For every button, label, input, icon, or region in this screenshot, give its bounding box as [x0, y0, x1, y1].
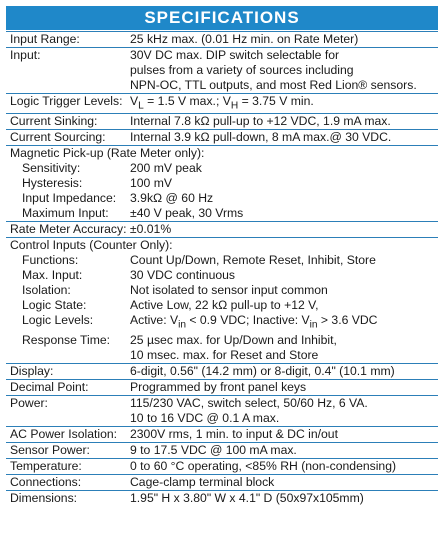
spec-row-current-sinking: [6, 114, 438, 130]
spec-row-response-time: [6, 333, 438, 364]
spec-label: Logic Levels:: [22, 313, 94, 328]
spec-row-hysteresis: [6, 176, 438, 191]
spec-value: 3.9kΩ @ 60 Hz: [130, 191, 214, 206]
spec-row-rate-meter-accuracy: [6, 222, 438, 238]
spec-row-logic-state: [6, 298, 438, 313]
spec-value-line: 115/230 VAC, switch select, 50/60 Hz, 6 VA.: [130, 395, 368, 410]
spec-section-heading: Control Inputs (Counter Only):: [6, 238, 438, 254]
spec-value: 100 mV: [130, 176, 173, 191]
spec-row-dimensions: [6, 490, 438, 506]
spec-label: Functions:: [22, 253, 79, 268]
spec-label: Sensitivity:: [22, 161, 81, 176]
spec-label: Decimal Point:: [6, 379, 128, 395]
spec-label: Display:: [6, 363, 128, 379]
spec-label: Isolation:: [22, 283, 71, 298]
spec-value: 0 to 60 °C operating, <85% RH (non-condensing): [128, 458, 438, 474]
spec-row-logic-trigger: [6, 94, 438, 114]
spec-row-magnetic-pickup-heading: [6, 146, 438, 162]
spec-label: Logic State:: [22, 298, 87, 313]
spec-row-sensor-power: [6, 442, 438, 458]
spec-value: $V_L = 1.5$ V max.; $V_H = 3.75$ V min.: [128, 94, 438, 114]
spec-section-heading: Magnetic Pick-up (Rate Meter only):: [6, 146, 438, 162]
spec-row-control-inputs-heading: [6, 238, 438, 254]
spec-value: 200 mV peak: [130, 161, 202, 176]
spec-value: Not isolated to sensor input common: [130, 283, 328, 298]
spec-row-temperature: [6, 458, 438, 474]
spec-label: Response Time:: [22, 332, 111, 347]
spec-row-functions: [6, 253, 438, 268]
spec-label: Temperature:: [6, 458, 128, 474]
spec-label: AC Power Isolation:: [6, 426, 128, 442]
spec-row-current-sourcing: [6, 130, 438, 146]
spec-value-line: 30V DC max. DIP switch selectable for: [130, 48, 340, 62]
spec-row-connections: [6, 474, 438, 490]
spec-row-display: [6, 363, 438, 379]
spec-value-line: 10 to 16 VDC @ 0.1 A max.: [130, 410, 280, 425]
spec-row-ac-power-isolation: [6, 426, 438, 442]
spec-label: Sensor Power:: [6, 442, 128, 458]
spec-row-sensitivity: [6, 161, 438, 176]
spec-value: ±40 V peak, 30 Vrms: [130, 206, 244, 221]
spec-value: Internal 7.8 kΩ pull-up to +12 VDC, 1.9 mA max.: [128, 114, 438, 130]
spec-label: Input Range:: [6, 32, 128, 48]
spec-row-decimal-point: [6, 379, 438, 395]
spec-label: Maximum Input:: [22, 206, 109, 221]
spec-label: Current Sinking:: [6, 114, 128, 130]
spec-value: Rate Meter Accuracy: ±0.01%: [6, 222, 438, 238]
spec-value: Active: $V_{in} < 0.9$ VDC; Inactive: $V_{in} > 3.6$ VDC: [130, 313, 378, 331]
spec-label: Connections:: [6, 474, 128, 490]
spec-label: Current Sourcing:: [6, 130, 128, 146]
spec-value: Internal 3.9 kΩ pull-down, 8 mA max.@ 30 VDC.: [128, 130, 438, 146]
spec-label: Hysteresis:: [22, 176, 83, 191]
spec-value: 30 VDC continuous: [130, 268, 236, 283]
spec-label: Max. Input:: [22, 268, 83, 283]
spec-row-logic-levels: [6, 313, 438, 332]
spec-value-line: NPN-OC, TTL outputs, and most Red Lion® sensors.: [130, 78, 417, 92]
spec-row-input-impedance: [6, 191, 438, 206]
spec-value: [128, 48, 438, 94]
spec-row-maximum-input: [6, 206, 438, 222]
spec-value: [128, 395, 438, 426]
specifications-title: SPECIFICATIONS: [6, 6, 438, 30]
spec-value: Count Up/Down, Remote Reset, Inhibit, Store: [130, 253, 376, 268]
spec-value: Active Low, 22 kΩ pull-up to +12 V,: [130, 298, 319, 313]
spec-value: Programmed by front panel keys: [128, 379, 438, 395]
spec-value: Cage-clamp terminal block: [128, 474, 438, 490]
spec-value: [128, 333, 438, 364]
spec-row-input: [6, 48, 438, 94]
spec-value: 25 kHz max. (0.01 Hz min. on Rate Meter): [128, 32, 438, 48]
spec-value: 1.95" H x 3.80" W x 4.1" D (50x97x105mm): [128, 490, 438, 506]
specifications-table: [6, 31, 438, 506]
spec-row-isolation: [6, 283, 438, 298]
spec-value: 6-digit, 0.56" (14.2 mm) or 8-digit, 0.4" (10.1 mm): [128, 363, 438, 379]
spec-value: 9 to 17.5 VDC @ 100 mA max.: [128, 442, 438, 458]
spec-value-line: 10 msec. max. for Reset and Store: [130, 347, 319, 362]
spec-label: Power:: [6, 395, 128, 426]
spec-value-line: pulses from a variety of sources including: [130, 63, 354, 77]
spec-value: 2300V rms, 1 min. to input & DC in/out: [128, 426, 438, 442]
spec-label: Input:: [6, 48, 128, 94]
spec-value-line: 25 µsec max. for Up/Down and Inhibit,: [130, 332, 337, 347]
spec-label: Input Impedance:: [22, 191, 117, 206]
spec-row-input-range: [6, 32, 438, 48]
spec-label: Dimensions:: [6, 490, 128, 506]
spec-row-max-input: [6, 268, 438, 283]
spec-label: Logic Trigger Levels:: [6, 94, 128, 114]
spec-row-power: [6, 395, 438, 426]
